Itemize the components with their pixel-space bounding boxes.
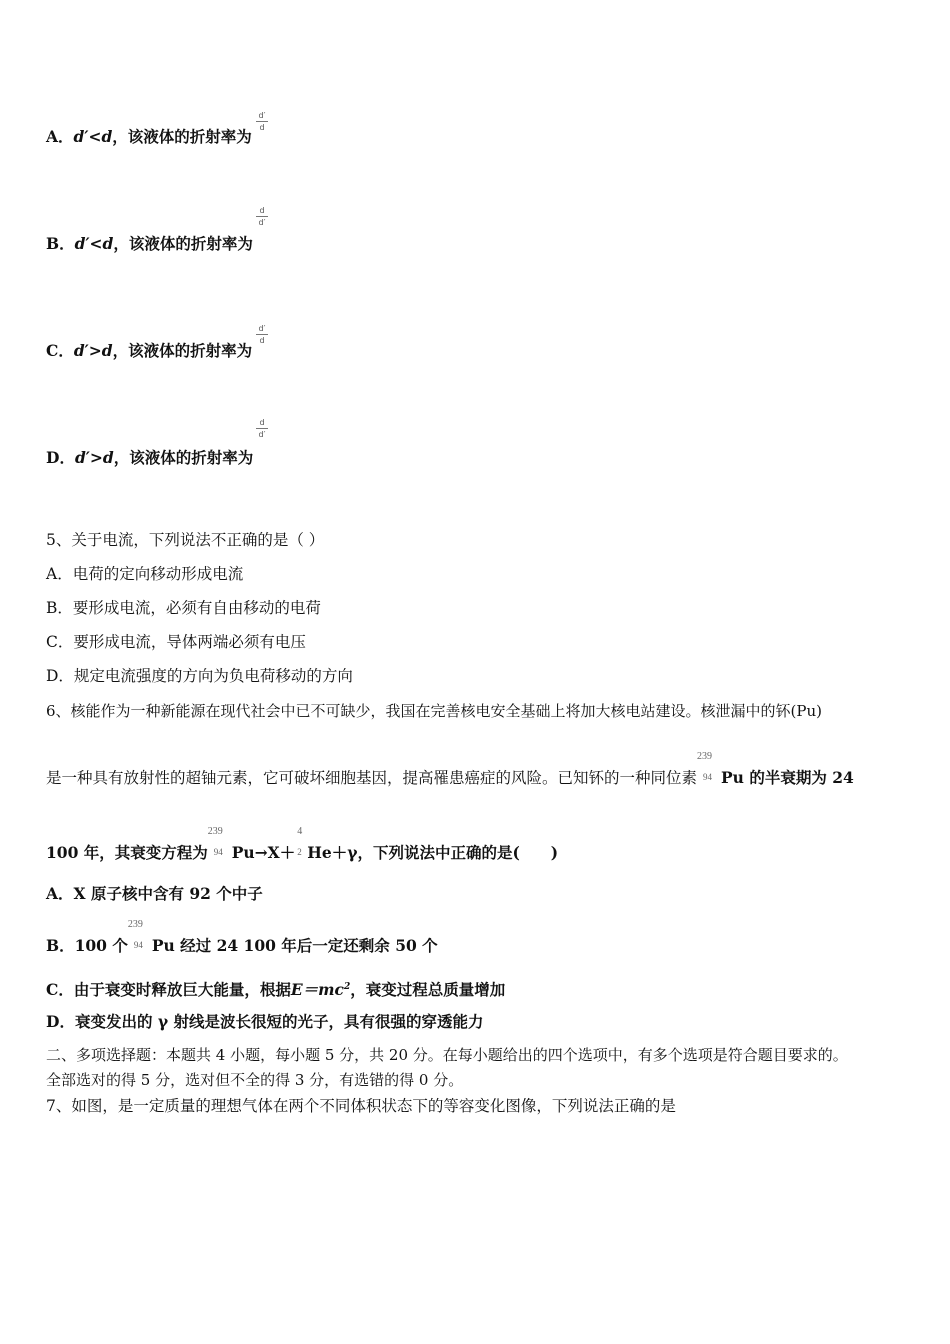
q7-stem: 7、如图，是一定质量的理想气体在两个不同体积状态下的等容变化图像，下列说法正确的是 bbox=[46, 1097, 676, 1115]
q6-stem-line1: 6、核能作为一种新能源在现代社会中已不可缺少，我国在完善核电安全基础上将加大核电站建设。核泄漏中的钚(Pu) bbox=[46, 702, 823, 720]
q4-option-c-fraction: d′ d bbox=[256, 324, 268, 345]
q6-stem-line3: 100 年，其衰变方程为 239 94 Pu→X＋ 4 2 He＋γ，下列说法中正确的是( ) bbox=[46, 826, 559, 862]
q6-option-b: B．100 个 239 94 Pu 经过 24 100 年后一定还剩余 50 个 bbox=[46, 919, 438, 955]
section2-instructions-line1: 二、多项选择题：本题共 4 小题，每小题 5 分，共 20 分。在每小题给出的四个选项中，有多个选项是符合题目要求的。 bbox=[46, 1046, 848, 1064]
q6-option-c: C．由于衰变时释放巨大能量，根据$E=mc^2$，衰变过程总质量增加 bbox=[46, 980, 506, 1000]
q4-option-d-fraction: d d′ bbox=[256, 418, 268, 439]
q4-option-a-fraction: d′ d bbox=[256, 111, 268, 132]
q4-option-a: A．d′<d，该液体的折射率为 bbox=[46, 127, 252, 146]
q5-option-b: B．要形成电流，必须有自由移动的电荷 bbox=[46, 599, 321, 617]
pu-239-nuclide: 239 94 bbox=[207, 826, 223, 857]
q5-stem: 5、关于电流，下列说法不正确的是（ ） bbox=[46, 531, 325, 549]
q5-option-d: D．规定电流强度的方向为负电荷移动的方向 bbox=[46, 667, 353, 685]
section2-instructions-line2: 全部选对的得 5 分，选对但不全的得 3 分，有选错的得 0 分。 bbox=[46, 1071, 464, 1089]
q6-option-d: D．衰变发出的 γ 射线是波长很短的光子，具有很强的穿透能力 bbox=[46, 1012, 484, 1031]
q6-stem-line2: 是一种具有放射性的超铀元素，它可破坏细胞基因，提高罹患癌症的风险。已知钚的一种同位素 239 94 Pu 的半衰期为 24 bbox=[46, 751, 854, 787]
q4-option-d: D．d′>d，该液体的折射率为 bbox=[46, 448, 254, 467]
pu-239-nuclide: 239 94 bbox=[127, 919, 143, 950]
q4-option-c: C．d′>d，该液体的折射率为 bbox=[46, 341, 253, 360]
mass-energy-equation: $E=mc^2$ bbox=[290, 980, 351, 1000]
q5-option-c: C．要形成电流，导体两端必须有电压 bbox=[46, 633, 306, 651]
q5-option-a: A．电荷的定向移动形成电流 bbox=[46, 565, 244, 583]
q4-option-b: B．d′<d，该液体的折射率为 bbox=[46, 234, 253, 253]
pu-239-nuclide: 239 94 bbox=[697, 751, 713, 782]
he-4-nuclide: 4 2 bbox=[297, 826, 303, 857]
q6-option-a: A．X 原子核中含有 92 个中子 bbox=[46, 884, 263, 903]
q4-option-b-fraction: d d′ bbox=[256, 206, 268, 227]
